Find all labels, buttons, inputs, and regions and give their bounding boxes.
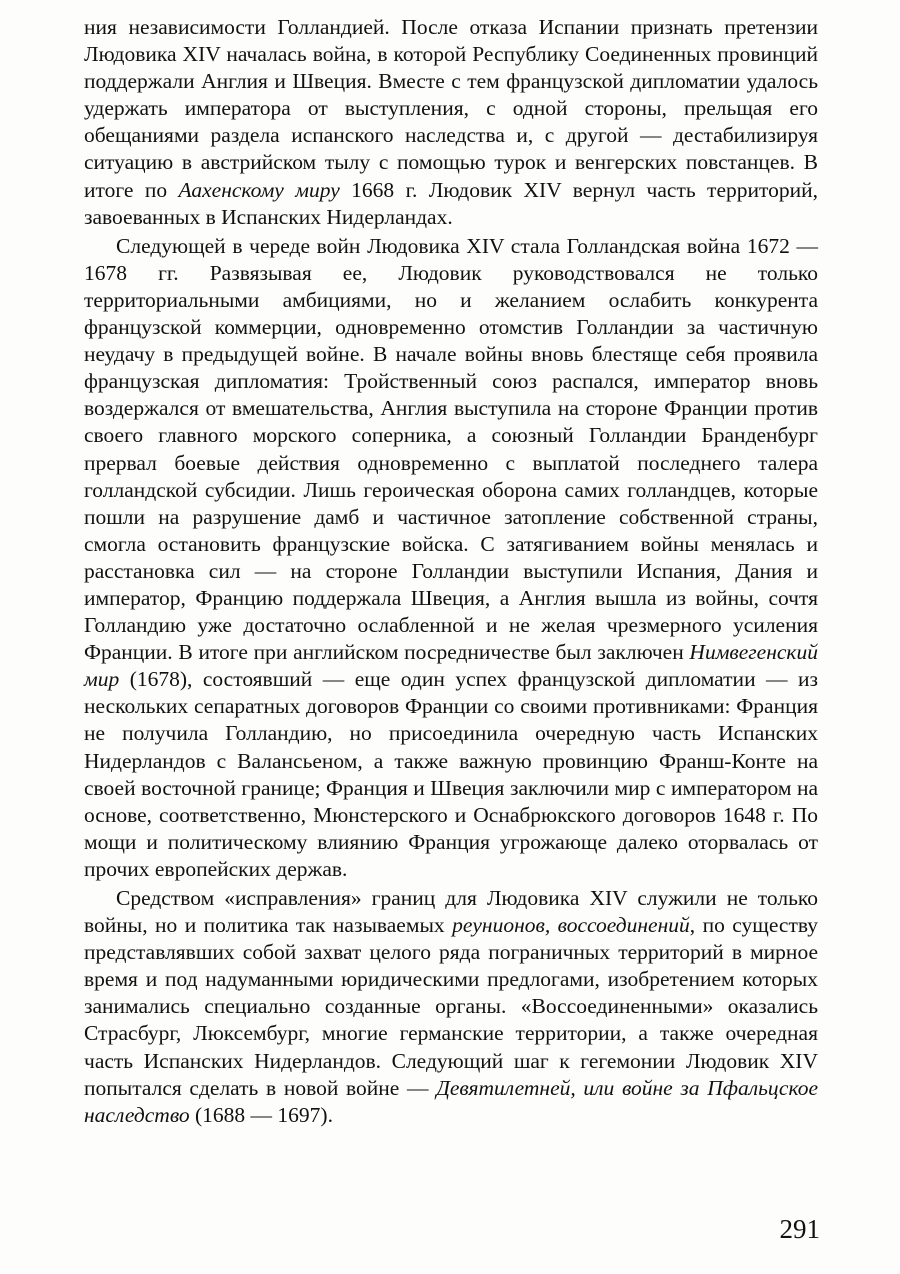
text-run: (1678), состоявший — еще один успех французской дипломатии — из нескольких сепаратных договоров Франции со своими противниками: Франция не получила Голландию, но присоединила очередную часть Испанских Нидерландов с Валансьеном, а также важную провинцию Франш-Конте на своей восточной границе; Франция и Швеция заключили мир с императором на основе, соответственно, Мюнстерского и Оснабрюкского договоров 1648 г. По мощи и политическому влиянию Франция угрожающе далеко оторвалась от прочих европейских держав. xyxy=(84,667,818,881)
italic-term: Аахенскому миру xyxy=(178,177,340,202)
text-run: , по существу представлявших собой захват целого ряда пограничных территорий в мирное время и под надуманными юридическими предлогами, изобретением которых занимались специально созданные органы. «Воссоединенными» оказались Страсбург, Люксембург, многие германские территории, а также очередная часть Испанских Нидерландов. Следующий шаг к гегемонии Людовик XIV попытался сделать в новой войне — xyxy=(84,913,819,1100)
page-body xyxy=(84,14,818,1129)
paragraph-2 xyxy=(84,233,818,883)
paragraph-1 xyxy=(84,14,818,231)
text-run: (1688 — 1697). xyxy=(189,1102,333,1127)
text-run: Следующей в череде войн Людовика XIV стала Голландская война 1672 — 1678 гг. Развязывая ее, Людовик руководствовался не только территориальными амбициями, но и желанием ослабить конкурента французской коммерции, одновременно отомстив Голландии за частичную неудачу в предыдущей войне. В начале войны вновь блестяще себя проявила французская дипломатия: Тройственный союз распался, император вновь воздержался от вмешательства, Англия выступила на стороне Франции против своего главного морского соперника, а союзный Голландии Бранденбург прервал боевые действия одновременно с выплатой последнего талера голландской субсидии. Лишь героическая оборона самих голландцев, которые пошли на разрушение дамб и частичное затопление собственной страны, смогла остановить французские войска. С затягиванием войны менялась и расстановка сил — на стороне Голландии выступили Испания, Дания и император, Францию поддержала Швеция, а Англия вышла из войны, сочтя Голландию уже достаточно ослабленной и не желая чрезмерного усиления Франции. В итоге при английском посредничестве был заключен xyxy=(84,233,818,665)
text-run: 1668 г. Людовик XIV вернул часть территорий, завоеванных в Испанских Нидерландах. xyxy=(84,177,819,229)
italic-term: Нимвегенский мир xyxy=(84,640,818,692)
text-run: Средством «исправления» границ для Людовика XIV служили не только войны, но и политика так называемых xyxy=(84,886,818,938)
paragraph-3 xyxy=(84,885,818,1129)
text-run: ния независимости Голландией. После отказа Испании признать претензии Людовика XIV началась война, в которой Республику Соединенных провинций поддержали Англия и Швеция. Вместе с тем французской дипломатии удалось удержать императора от выступления, с одной стороны, прельщая его обещаниями раздела испанского наследства и, с другой — дестабилизируя ситуацию в австрийском тылу с помощью турок и венгерских повстанцев. В итоге по xyxy=(84,15,818,202)
page-number: 291 xyxy=(779,1214,820,1244)
italic-term: реунионов, воссоединений xyxy=(452,913,690,938)
italic-term: Девятилетней, или войне за Пфальцское наследство xyxy=(84,1075,818,1127)
